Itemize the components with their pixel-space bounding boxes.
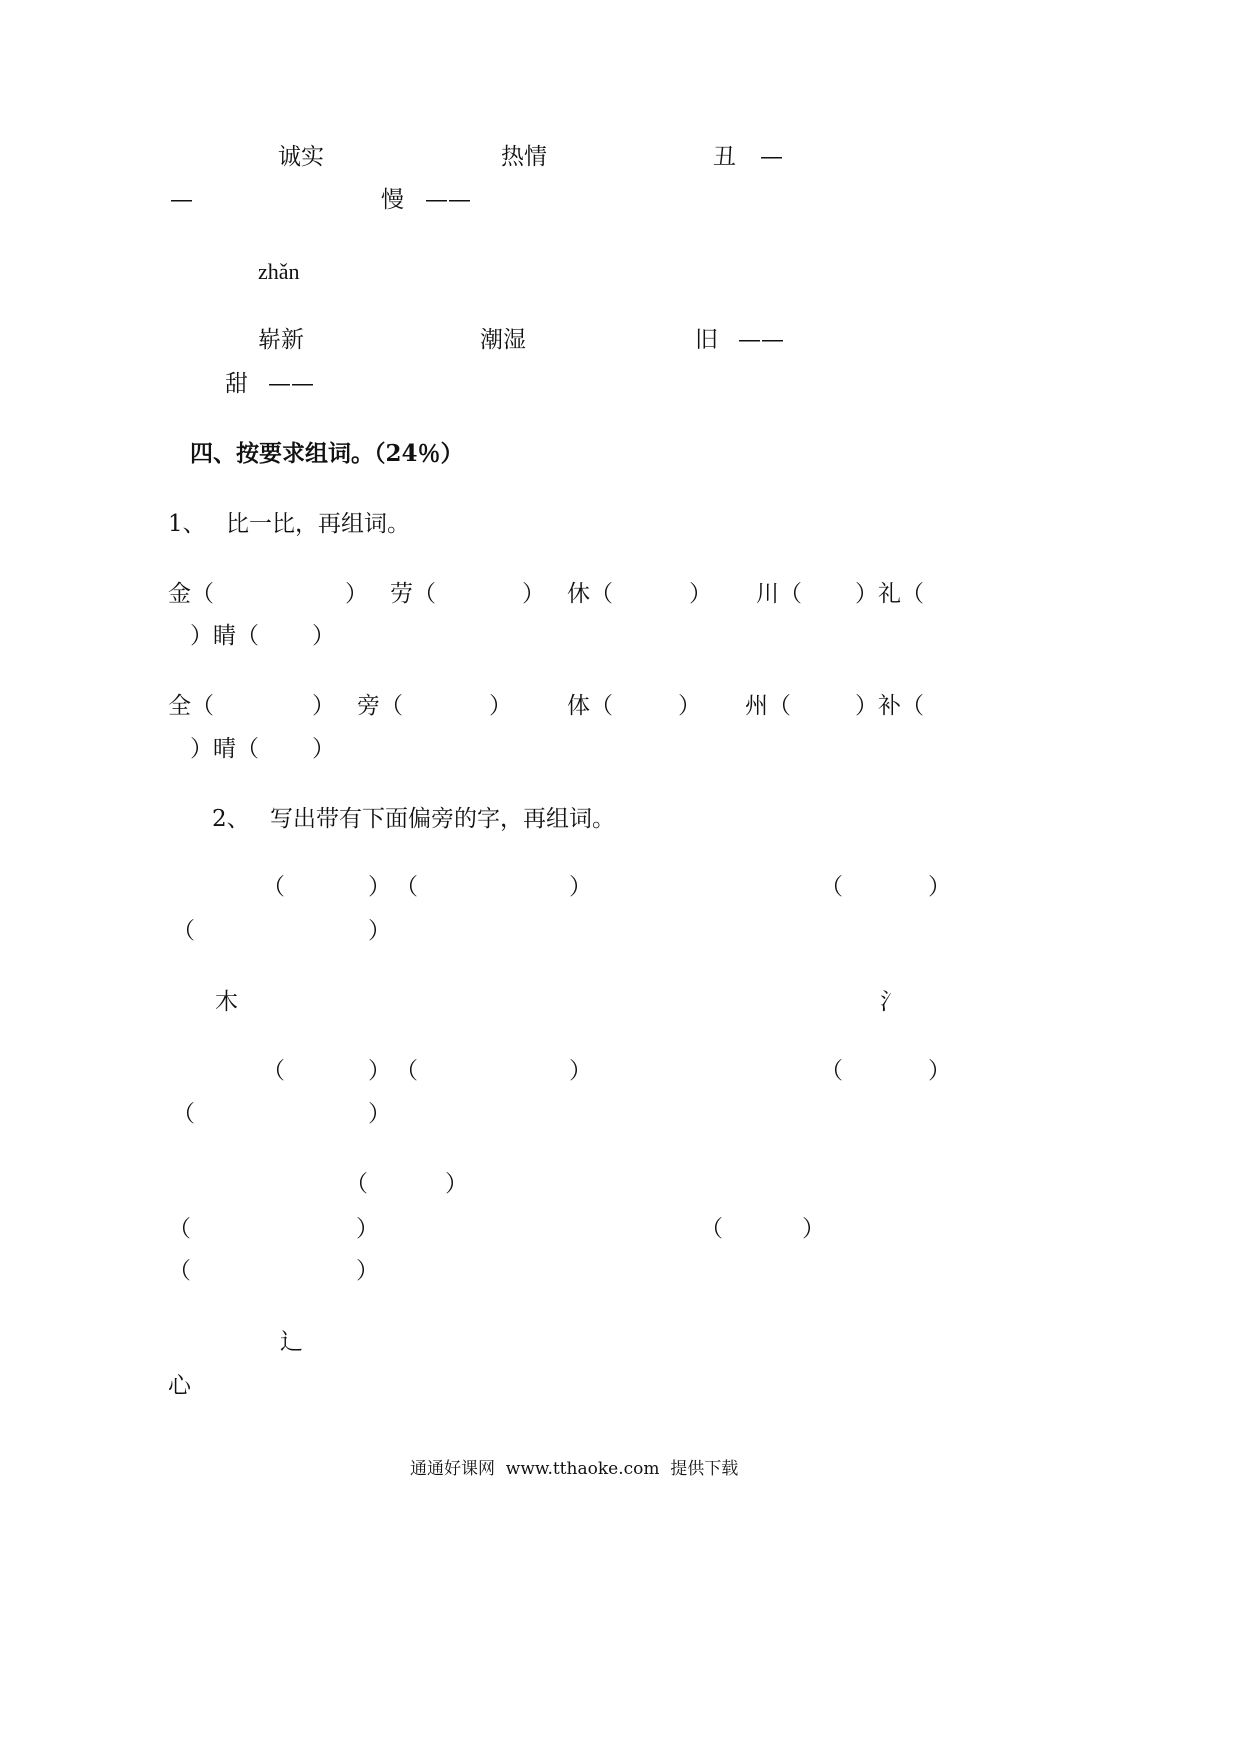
dash: —— [425, 187, 471, 213]
char-chou: 丑 [713, 144, 736, 170]
compare-row-b-item: ） [312, 736, 335, 762]
blank-paren-open: （ [395, 1058, 418, 1084]
blank-paren-close: ） [368, 918, 391, 944]
radical-chuo: 辶 [280, 1329, 303, 1355]
blank-paren-close: ） [802, 1216, 825, 1242]
compare-row-a-item: ） [689, 581, 712, 607]
blank-paren-close: ） [356, 1258, 379, 1284]
radical-mu: 木 [215, 989, 238, 1015]
compare-row-a-item: ）礼（ [855, 581, 924, 607]
char-jiu: 旧 [695, 327, 718, 353]
blank-paren-close: ） [356, 1216, 379, 1242]
blank-paren-close: ） [569, 1058, 592, 1084]
blank-paren-close: ） [928, 1058, 951, 1084]
question-number: 2、 [212, 806, 250, 832]
compare-row-a-item: 休（ [567, 581, 613, 607]
blank-paren-close: ） [445, 1171, 468, 1197]
compare-row-b-item: 全（ [168, 693, 214, 719]
blank-paren-close: ） [368, 1058, 391, 1084]
dash: — [170, 187, 193, 213]
word-zhanxin: 崭新 [258, 327, 304, 353]
blank-paren-close: ） [368, 1101, 391, 1127]
compare-row-a-item: 金（ [168, 581, 214, 607]
dash: — [760, 144, 783, 170]
blank-paren-open: （ [820, 874, 843, 900]
page-footer: 通通好课网 www.tthaoke.com 提供下载 [410, 1459, 739, 1479]
blank-paren-open: （ [172, 1101, 195, 1127]
word-chaoshi: 潮湿 [480, 327, 526, 353]
radical-xin: 心 [168, 1373, 191, 1399]
compare-row-b-item: ）补（ [855, 693, 924, 719]
char-tian: 甜 [225, 371, 248, 397]
question-prompt: 写出带有下面偏旁的字，再组词。 [270, 806, 615, 832]
dash: —— [268, 371, 314, 397]
word-reqing: 热情 [501, 144, 547, 170]
compare-row-a-item: 川（ [756, 581, 802, 607]
compare-row-b-item: ） [678, 693, 701, 719]
blank-paren-open: （ [345, 1171, 368, 1197]
dash: —— [738, 327, 784, 353]
compare-row-b-item: ） [312, 693, 335, 719]
compare-row-a-item: ） [522, 581, 545, 607]
section-heading: 四、按要求组词。（24％） [190, 440, 464, 467]
blank-paren-close: ） [569, 874, 592, 900]
compare-row-a-item: ） [312, 623, 335, 649]
compare-row-b-item: 旁（ [357, 693, 403, 719]
compare-row-a-item: ） [345, 581, 368, 607]
compare-row-b-item: 州（ [745, 693, 791, 719]
blank-paren-open: （ [395, 874, 418, 900]
pinyin-zhan: zhǎn [258, 259, 300, 284]
blank-paren-open: （ [700, 1216, 723, 1242]
question-number: 1、 [168, 511, 206, 537]
char-man: 慢 [381, 187, 404, 213]
blank-paren-open: （ [168, 1258, 191, 1284]
blank-paren-open: （ [820, 1058, 843, 1084]
word-chengshi: 诚实 [278, 144, 324, 170]
compare-row-b-item: ）晴（ [190, 736, 259, 762]
question-prompt: 比一比，再组词。 [226, 511, 410, 537]
compare-row-a-item: ）睛（ [190, 623, 259, 649]
blank-paren-open: （ [168, 1216, 191, 1242]
compare-row-a-item: 劳（ [390, 581, 436, 607]
blank-paren-close: ） [928, 874, 951, 900]
blank-paren-open: （ [172, 918, 195, 944]
compare-row-b-item: ） [489, 693, 512, 719]
compare-row-b-item: 体（ [567, 693, 613, 719]
blank-paren-open: （ [262, 874, 285, 900]
radical-shui: 氵 [880, 989, 903, 1015]
blank-paren-open: （ [262, 1058, 285, 1084]
blank-paren-close: ） [368, 874, 391, 900]
